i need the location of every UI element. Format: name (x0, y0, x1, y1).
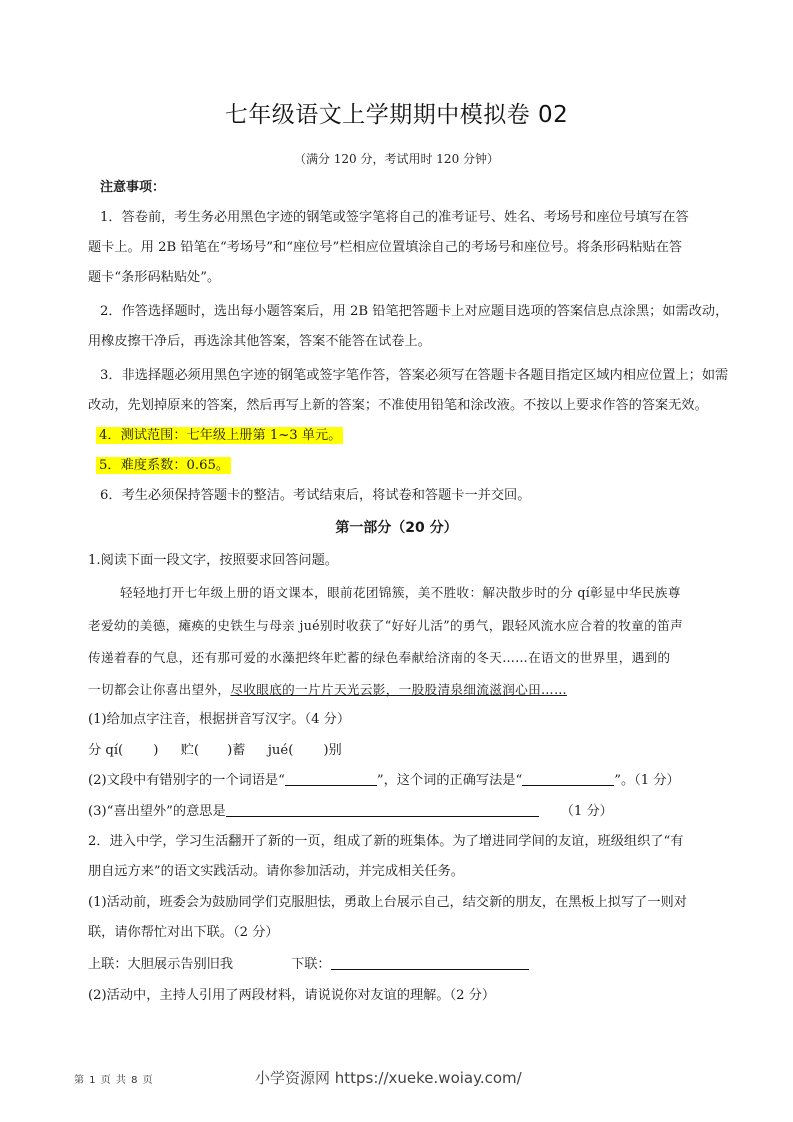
question-2-sub-2: (2)活动中，主持人引用了两段材料，请说说你对友谊的理解。（2 分） (88, 988, 496, 1003)
sub-2-text-c: ”。（1 分） (614, 773, 680, 788)
passage-line-1: 轻轻地打开七年级上册的语文课本，眼前花团锦簇，美不胜收：解决散步时的分 qí彰显中华民族尊 (120, 585, 681, 600)
page-number: 第 1 页 共 8 页 (74, 1075, 154, 1086)
highlighted-test-scope: 4．测试范围：七年级上册第 1~3 单元。 (96, 427, 343, 444)
correct-word-blank[interactable] (522, 771, 614, 786)
couplet-row (88, 955, 728, 975)
couplet-upper: 上联：大胆展示告别旧我 (88, 957, 234, 972)
wrong-word-blank[interactable] (285, 771, 377, 786)
notice-item-6: 6．考生必须保持答题卡的整洁。考试结束后，将试卷和答题卡一并交回。 (100, 488, 531, 503)
question-1-sub-1: (1)给加点字注音，根据拼音写汉字。（4 分） (88, 712, 351, 727)
pinyin-item-qi-close: ) (153, 743, 159, 758)
pinyin-item-qi-label: 分 qí( (88, 743, 124, 758)
pinyin-item-jue-close: )别 (323, 743, 342, 758)
notice-item-3-line-1: 3．非选择题必须用黑色字迹的钢笔或签字笔作答，答案必须写在答题卡各题目指定区域内相应位置上；如需 (100, 368, 729, 383)
watermark-link[interactable]: 小学资源网 https://xueke.woiay.com/ (255, 1069, 522, 1087)
notice-item-5 (96, 456, 736, 476)
page-title: 七年级语文上学期期中模拟卷 02 (224, 102, 569, 128)
pinyin-item-zhu-close: )蓄 (227, 743, 246, 758)
question-2-sub-1-line-2: 联，请你帮忙对出下联。（2 分） (88, 925, 279, 940)
couplet-lower-label: 下联： (291, 957, 331, 972)
pinyin-item-jue-label: jué( (267, 743, 294, 758)
exam-subtitle: （满分 120 分，考试用时 120 分钟） (293, 152, 500, 166)
highlighted-difficulty: 5．难度系数：0.65。 (96, 457, 231, 474)
notice-item-1-line-1: 1．答卷前，考生务必用黑色字迹的钢笔或签字笔将自己的准考证号、姓名、考场号和座位号填写在答 (100, 210, 689, 225)
question-2-sub-1-line-1: (1)活动前，班委会为鼓励同学们克服胆怯，勇敢上台展示自己，结交新的朋友，在黑板上拟写了一则对 (88, 895, 687, 910)
notice-item-4 (96, 426, 736, 446)
passage-underlined-text: 尽收眼底的一片片天光云影，一股股清泉细流滋润心田…… (230, 682, 567, 697)
sub-3-score: （1 分） (560, 804, 613, 819)
pinyin-row (88, 741, 728, 761)
question-1-sub-2 (88, 771, 728, 791)
question-1-prompt: 1.阅读下面一段文字，按照要求回答问题。 (88, 553, 338, 568)
notice-item-1-line-3: 题卡“条形码粘贴处”。 (88, 270, 221, 285)
pinyin-item-zhu-label: 贮( (180, 743, 200, 758)
passage-line-2: 老爱幼的美德，瘫痪的史铁生与母亲 jué别时收获了“好好儿活”的勇气，跟轻风流水应合着的牧童的笛声 (88, 618, 684, 633)
meaning-blank[interactable] (226, 802, 539, 817)
sub-3-text: (3)“喜出望外”的意思是 (88, 804, 226, 819)
notice-item-2-line-1: 2．作答选择题时，选出每小题答案后，用 2B 铅笔把答题卡上对应题目选项的答案信息点涂黑；如需改动， (100, 304, 729, 319)
couplet-lower-blank[interactable] (331, 955, 529, 970)
sub-2-text-b: ”，这个词的正确写法是“ (376, 773, 523, 788)
question-2-line-1: 2．进入中学，学习生活翻开了新的一页，组成了新的班集体。为了增进同学间的友谊，班级组织了“有 (88, 834, 684, 849)
passage-line-4 (88, 680, 728, 700)
section-title: 第一部分（20 分） (335, 520, 458, 536)
question-2-line-2: 朋自远方来”的语文实践活动。请你参加活动，并完成相关任务。 (88, 864, 464, 879)
passage-line-3: 传递着春的气息，还有那可爱的水藻把终年贮蓄的绿色奉献给济南的冬天……在语文的世界里，遇到的 (88, 650, 671, 665)
notice-item-2-line-2: 用橡皮擦干净后，再选涂其他答案，答案不能答在试卷上。 (88, 334, 431, 349)
notice-heading: 注意事项： (100, 180, 166, 195)
sub-2-text-a: (2)文段中有错别字的一个词语是“ (88, 773, 285, 788)
notice-item-1-line-2: 题卡上。用 2B 铅笔在“考场号”和“座位号”栏相应位置填涂自己的考场号和座位号。将条形码粘贴在答 (88, 240, 683, 255)
question-1-sub-3 (88, 802, 728, 822)
notice-item-3-line-2: 改动，先划掉原来的答案，然后再写上新的答案；不准使用铅笔和涂改液。不按以上要求作答的答案无效。 (88, 398, 708, 413)
passage-line-4-plain: 一切都会让你喜出望外， (88, 682, 231, 697)
